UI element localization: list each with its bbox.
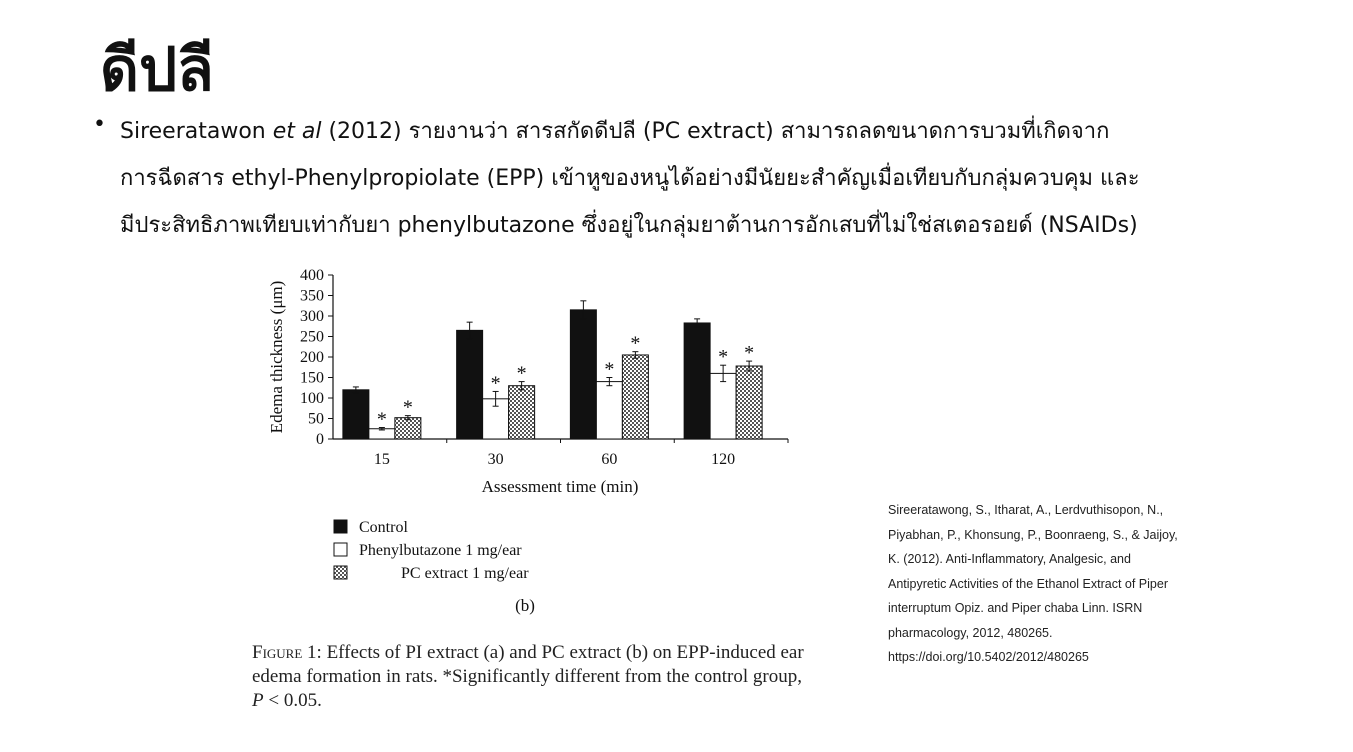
y-tick-label: 350	[300, 287, 324, 305]
reference-citation: Sireeratawong, S., Itharat, A., Lerdvuthisopon, N., Piyabhan, P., Khonsung, P., Boonraeng, S., & Jaijoy, K. (2012). Anti-Inflammatory, Analgesic, and Antipyretic Activities of the Ethanol Extract of Piper interruptum Opiz. and Piper chaba Linn. ISRN pharmacology, 2012, 480265. https://doi.org/10.5402/2012/480265	[888, 503, 1178, 664]
significance-asterisk: *	[516, 362, 527, 385]
slide-title: ดีปลี	[100, 35, 214, 105]
legend-swatch	[334, 566, 347, 579]
y-tick-label: 0	[316, 431, 324, 448]
y-tick-label: 50	[308, 410, 324, 428]
figure-caption	[252, 641, 812, 713]
y-tick-label: 400	[300, 267, 324, 284]
bar	[457, 330, 483, 439]
x-tick-label: 15	[373, 451, 390, 468]
bar	[736, 366, 762, 439]
y-axis-label: Edema thickness (μm)	[267, 280, 286, 434]
chart-legend	[334, 519, 529, 582]
x-tick-label: 60	[601, 451, 618, 468]
bar	[343, 390, 369, 439]
bullet-paragraph	[120, 108, 1300, 249]
y-tick-label: 150	[300, 369, 324, 387]
y-tick-label: 300	[300, 308, 324, 325]
x-axis-label: Assessment time (min)	[481, 477, 639, 496]
bullet-line-1	[120, 108, 1300, 155]
significance-asterisk: *	[402, 396, 413, 419]
x-tick-label: 30	[487, 451, 504, 468]
bar	[570, 310, 596, 439]
bar	[509, 386, 535, 439]
bullet-line-3: มีประสิทธิภาพเทียบเท่ากับยา phenylbutazone ซึ่งอยู่ในกลุ่มยาต้านการอักเสบที่ไม่ใช่สเตอรอยด์ (NSAIDs)	[120, 213, 1138, 238]
legend-label: PC extract 1 mg/ear	[401, 565, 529, 582]
bullet-dot: •	[93, 112, 106, 137]
significance-asterisk: *	[718, 346, 729, 369]
bullet-line-1-rest: (2012) รายงานว่า สารสกัดดีปลี (PC extract) สามารถลดขนาดการบวมที่เกิดจาก	[321, 119, 1110, 144]
x-tick-label: 120	[711, 451, 736, 468]
legend-label: Phenylbutazone 1 mg/ear	[359, 542, 522, 559]
y-tick-label: 100	[300, 390, 324, 407]
significance-asterisk: *	[490, 372, 501, 395]
significance-asterisk: *	[744, 342, 755, 365]
bar	[596, 382, 622, 439]
legend-swatch	[334, 543, 347, 556]
et-al-text: et al	[272, 119, 322, 144]
figure-caption-text: Effects of PI extract (a) and PC extract (b) on EPP-induced ear edema formation in rats. *Significantly different from the control group,	[252, 642, 804, 687]
edema-bar-chart	[260, 262, 820, 632]
bar	[684, 323, 710, 439]
figure-caption-p: P	[252, 690, 264, 711]
y-tick-label: 250	[300, 328, 324, 346]
y-tick-label: 200	[300, 349, 324, 366]
bar	[622, 355, 648, 439]
significance-asterisk: *	[604, 358, 615, 381]
chart-bars	[343, 301, 762, 439]
author-text: Sireeratawon	[120, 119, 273, 144]
bullet-line-2: การฉีดสาร ethyl-Phenylpropiolate (EPP) เข้าหูของหนูได้อย่างมีนัยยะสำคัญเมื่อเทียบกับกลุ่มควบคุม และ	[120, 166, 1140, 191]
bar	[395, 418, 421, 439]
legend-swatch	[334, 520, 347, 533]
figure-caption-label: Figure 1:	[252, 642, 322, 663]
panel-label: (b)	[515, 596, 535, 615]
significance-asterisk: *	[630, 332, 641, 355]
bar	[710, 373, 736, 439]
significance-asterisk: *	[376, 408, 387, 431]
legend-label: Control	[359, 519, 408, 536]
figure-caption-p-value: < 0.05.	[263, 690, 322, 711]
